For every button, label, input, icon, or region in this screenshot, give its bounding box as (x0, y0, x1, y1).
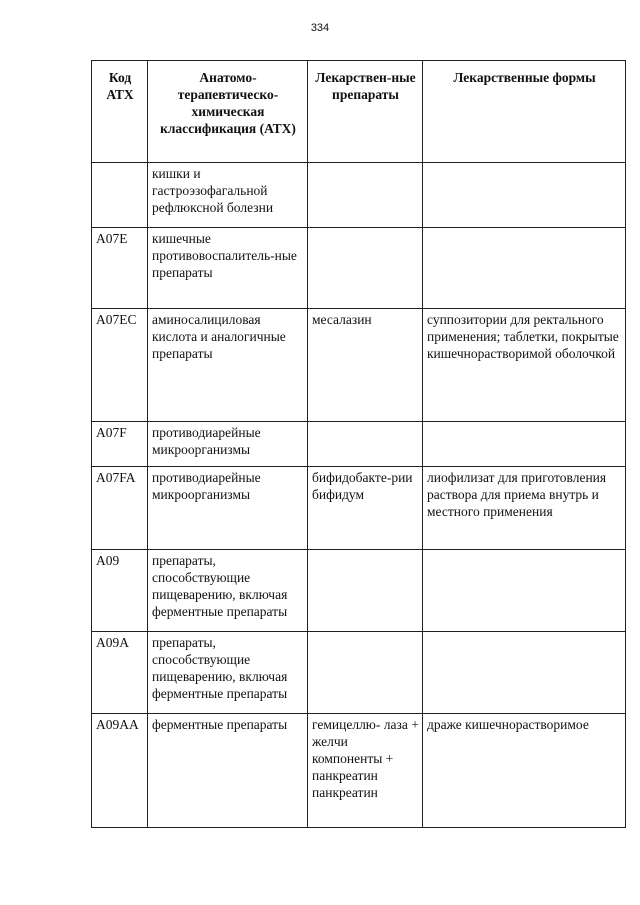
table-header-row (92, 61, 626, 163)
cell-forms: драже кишечнорастворимое (423, 714, 626, 828)
header-drugs: Лекарствен-ные препараты (308, 61, 423, 163)
cell-drugs: бифидобакте-рии бифидум (308, 467, 423, 550)
cell-classification: ферментные препараты (148, 714, 308, 828)
cell-drugs (308, 632, 423, 714)
cell-code (92, 163, 148, 228)
table-row (92, 714, 626, 828)
cell-forms (423, 550, 626, 632)
atx-classification-table (91, 60, 626, 828)
cell-drugs (308, 550, 423, 632)
cell-drugs (308, 163, 423, 228)
table-row (92, 467, 626, 550)
cell-code: А09А (92, 632, 148, 714)
cell-drugs (308, 422, 423, 467)
cell-classification: кишки и гастроэзофагальной рефлюксной болезни (148, 163, 308, 228)
cell-classification: кишечные противовоспалитель-ные препараты (148, 228, 308, 309)
cell-forms (423, 163, 626, 228)
cell-drugs: гемицеллю- лаза + желчи компоненты + панкреатин панкреатин (308, 714, 423, 828)
header-code: Код АТХ (92, 61, 148, 163)
table-row (92, 422, 626, 467)
cell-classification: противодиарейные микроорганизмы (148, 467, 308, 550)
cell-forms (423, 632, 626, 714)
cell-code: А07Е (92, 228, 148, 309)
cell-classification: аминосалициловая кислота и аналогичные препараты (148, 309, 308, 422)
table-row (92, 163, 626, 228)
header-classification: Анатомо-терапевтическо-химическая классификация (АТХ) (148, 61, 308, 163)
table-row (92, 309, 626, 422)
table-row (92, 632, 626, 714)
cell-code: A07FA (92, 467, 148, 550)
cell-classification: препараты, способствующие пищеварению, включая ферментные препараты (148, 632, 308, 714)
cell-code: А07ЕС (92, 309, 148, 422)
cell-forms: суппозитории для ректального применения; таблетки, покрытые кишечнорастворимой оболочкой (423, 309, 626, 422)
table-row (92, 550, 626, 632)
cell-classification: препараты, способствующие пищеварению, включая ферментные препараты (148, 550, 308, 632)
cell-forms (423, 422, 626, 467)
cell-code: А09АА (92, 714, 148, 828)
cell-drugs (308, 228, 423, 309)
table-row (92, 228, 626, 309)
cell-drugs: месалазин (308, 309, 423, 422)
page-number: 334 (310, 22, 330, 34)
cell-code: А09 (92, 550, 148, 632)
cell-code: A07F (92, 422, 148, 467)
cell-classification: противодиарейные микроорганизмы (148, 422, 308, 467)
header-forms: Лекарственные формы (423, 61, 626, 163)
cell-forms: лиофилизат для приготовления раствора для приема внутрь и местного применения (423, 467, 626, 550)
cell-forms (423, 228, 626, 309)
